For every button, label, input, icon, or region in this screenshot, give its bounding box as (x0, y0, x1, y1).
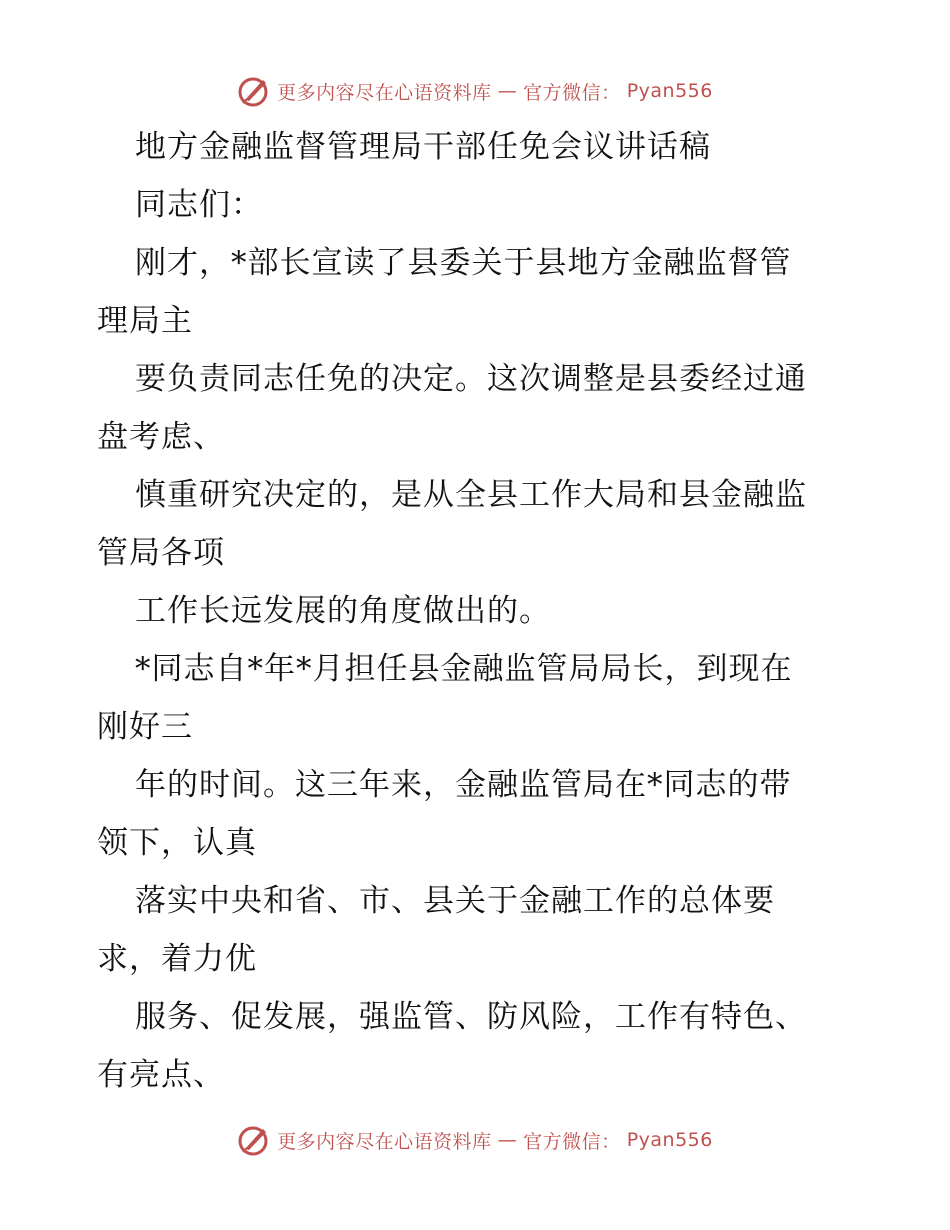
text-line: 刚好三 (97, 709, 193, 745)
text-line: 管局各项 (97, 535, 225, 571)
text-line: 工作长远发展的角度做出的。 (135, 593, 551, 629)
text-line: 落实中央和省、市、县关于金融工作的总体要 (135, 883, 775, 919)
text-line: 有亮点、 (97, 1057, 225, 1093)
watermark-text: 更多内容尽在心语资料库 (277, 1130, 492, 1153)
text-line: 刚才，*部长宣读了县委关于县地方金融监督管 (135, 245, 792, 281)
watermark-header (0, 71, 950, 111)
watermark-separator: — (497, 80, 518, 102)
watermark-wechat-id: Pyan556 (626, 80, 713, 102)
quill-pen-circle-icon (237, 1123, 271, 1157)
watermark-wechat-label: 官方微信： (523, 1130, 621, 1153)
text-line: 领下，认真 (97, 825, 257, 861)
text-line: 年的时间。这三年来，金融监管局在*同志的带 (135, 767, 792, 803)
watermark-wechat-id: Pyan556 (626, 1129, 713, 1151)
text-line: 理局主 (97, 303, 193, 339)
text-line: *同志自*年*月担任县金融监管局局长，到现在 (135, 651, 793, 687)
salutation: 同志们： (135, 187, 263, 223)
watermark-footer (0, 1120, 950, 1160)
watermark-separator: — (497, 1129, 518, 1151)
document-title: 地方金融监督管理局干部任免会议讲话稿 (135, 129, 711, 165)
text-line: 服务、促发展，强监管、防风险，工作有特色、 (135, 999, 807, 1035)
quill-pen-circle-icon (237, 74, 271, 108)
text-line: 求，着力优 (97, 941, 257, 977)
watermark-text: 更多内容尽在心语资料库 (277, 81, 492, 104)
text-line: 慎重研究决定的，是从全县工作大局和县金融监 (135, 477, 807, 513)
text-line: 要负责同志任免的决定。这次调整是县委经过通 (135, 361, 807, 397)
watermark-wechat-label: 官方微信： (523, 81, 621, 104)
document-body (97, 118, 857, 1104)
text-line: 盘考虑、 (97, 419, 225, 455)
